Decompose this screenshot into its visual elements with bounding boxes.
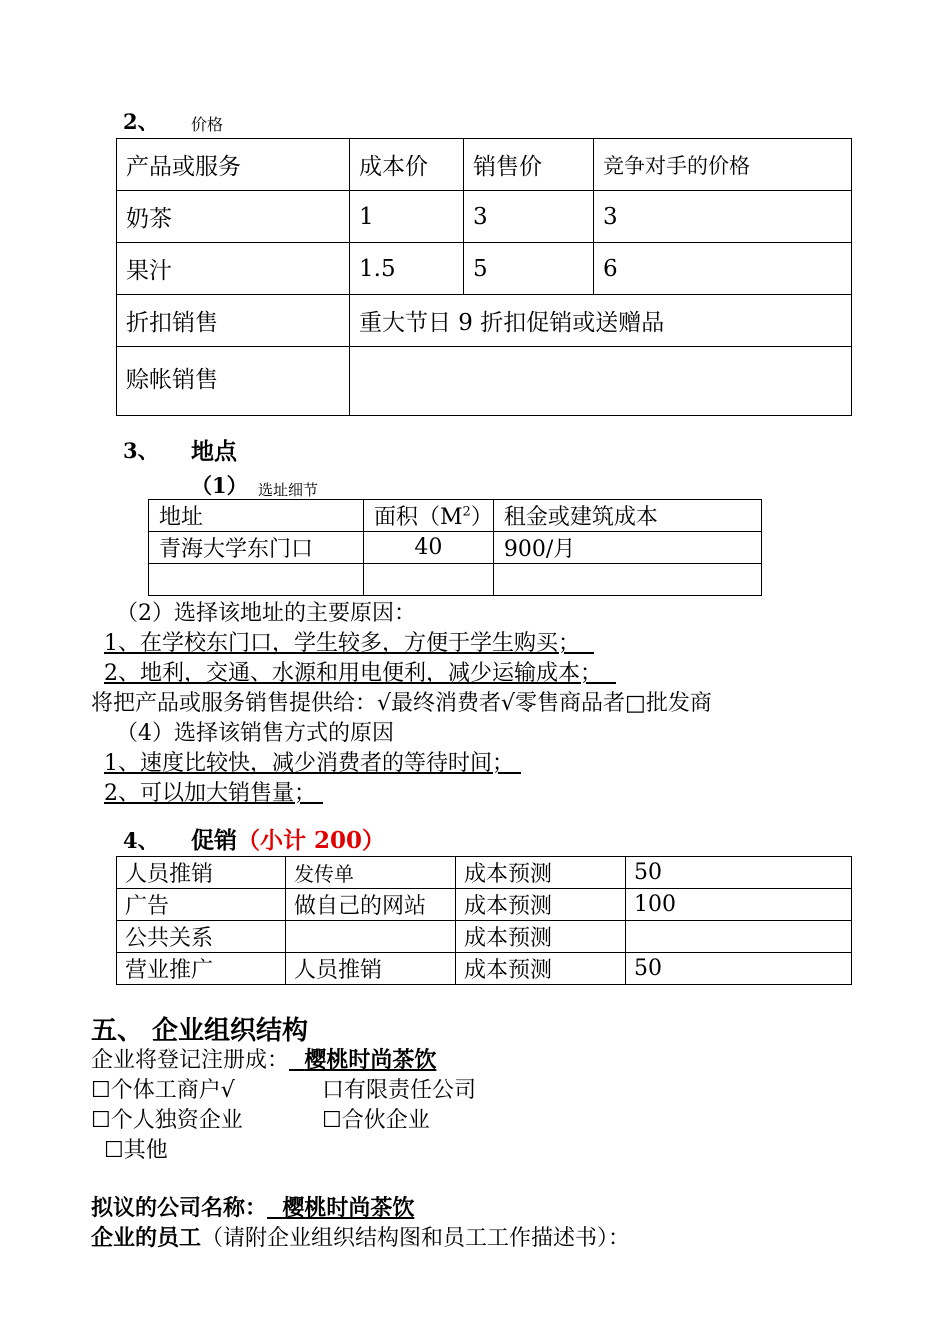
method-line-2: 2、可以加大销售量；: [104, 781, 316, 806]
section2-number: 2、: [123, 109, 159, 134]
section2-title: 价格: [191, 115, 224, 134]
reason-line-2: 2、地利，交通、水源和用电便利，减少运输成本；: [104, 661, 602, 686]
company-name-line: 拟议的公司名称： 樱桃时尚茶饮: [91, 1195, 415, 1221]
table-cell: 3: [594, 191, 852, 243]
table-cell: 成本预测: [456, 889, 626, 921]
price-table: [116, 138, 852, 416]
table-cell: [350, 347, 852, 416]
table-cell: 50: [626, 857, 852, 889]
reasons-heading: （2）选择该地址的主要原因：: [116, 601, 416, 626]
table-cell: 人员推销: [117, 857, 286, 889]
table-header: [364, 500, 494, 532]
table-cell: 做自己的网站: [286, 889, 456, 921]
sell-to-line: 将把产品或服务销售提供给：√最终消费者√零售商品者□批发商: [91, 691, 712, 716]
table-cell: 人员推销: [286, 953, 456, 985]
section3-number: 3、: [123, 438, 159, 463]
promo-table: [116, 856, 852, 985]
table-row: [117, 191, 852, 243]
table-cell: 发传单: [286, 857, 456, 889]
section3-title: 地点: [191, 438, 237, 465]
table-cell: 1: [350, 191, 464, 243]
option-sole-proprietor: ☐个体工商户√: [91, 1078, 235, 1103]
table-cell: 40: [364, 532, 494, 564]
table-cell: 100: [626, 889, 852, 921]
table-cell: 折扣销售: [117, 295, 350, 347]
area-label: 面积（M: [374, 505, 463, 530]
table-cell: 成本预测: [456, 953, 626, 985]
table-cell: 营业推广: [117, 953, 286, 985]
table-cell: 成本预测: [456, 857, 626, 889]
table-cell: 900/月: [493, 532, 761, 564]
area-close: ）: [470, 505, 493, 530]
table-cell: 广告: [117, 889, 286, 921]
table-cell: [364, 564, 494, 596]
table-row: [149, 564, 762, 596]
section5-title: 五、 企业组织结构: [91, 1016, 309, 1046]
table-cell: 重大节日 9 折扣促销或送赠品: [350, 295, 852, 347]
table-header: 产品或服务: [117, 139, 350, 191]
table-cell: 果汁: [117, 243, 350, 295]
table-row: [117, 889, 852, 921]
register-value: 樱桃时尚茶饮: [304, 1047, 437, 1073]
table-cell: 青海大学东门口: [149, 532, 364, 564]
table-cell: 6: [594, 243, 852, 295]
section4-title: 促销（小计 200）: [191, 827, 386, 854]
table-cell: 50: [626, 953, 852, 985]
site-table: [148, 499, 762, 596]
table-row: [149, 532, 762, 564]
table-header: 竞争对手的价格: [594, 139, 852, 191]
option-limited-company: 口有限责任公司: [322, 1078, 477, 1103]
section4-subtotal: （小计 200）: [237, 827, 386, 854]
reason-line-1: 1、在学校东门口，学生较多，方便于学生购买；: [104, 631, 580, 656]
table-header: 租金或建筑成本: [493, 500, 761, 532]
table-cell: 公共关系: [117, 921, 286, 953]
section4-number: 4、: [123, 828, 159, 853]
table-header: 地址: [149, 500, 364, 532]
option-partnership: ☐合伙企业: [322, 1108, 430, 1133]
table-row: [117, 953, 852, 985]
table-row: [117, 243, 852, 295]
staff-line: 企业的员工（请附企业组织结构图和员工工作描述书）：: [91, 1225, 631, 1251]
section3-sub1-title: 选址细节: [258, 481, 319, 499]
table-cell: [626, 921, 852, 953]
table-cell: 奶茶: [117, 191, 350, 243]
method-heading: （4）选择该销售方式的原因: [116, 721, 394, 746]
table-header: 销售价: [464, 139, 594, 191]
table-cell: [286, 921, 456, 953]
table-cell: 3: [464, 191, 594, 243]
option-other: ☐其他: [104, 1138, 168, 1163]
table-row: [117, 347, 852, 416]
table-row: [117, 921, 852, 953]
table-cell: [493, 564, 761, 596]
table-cell: 1.5: [350, 243, 464, 295]
company-name-value: 樱桃时尚茶饮: [282, 1195, 415, 1221]
table-header: 成本价: [350, 139, 464, 191]
area-exponent: 2: [462, 504, 471, 520]
table-cell: [149, 564, 364, 596]
table-cell: 5: [464, 243, 594, 295]
table-row: [117, 295, 852, 347]
table-row: [117, 857, 852, 889]
table-cell: 成本预测: [456, 921, 626, 953]
section3-sub1-number: （1）: [191, 473, 248, 498]
method-line-1: 1、速度比较快，减少消费者的等待时间；: [104, 751, 514, 776]
register-line: 企业将登记注册成： 樱桃时尚茶饮: [91, 1047, 437, 1073]
table-cell: 赊帐销售: [117, 347, 350, 416]
table-row: [117, 139, 852, 191]
option-individual-enterprise: ☐个人独资企业: [91, 1108, 243, 1133]
table-row: [149, 500, 762, 532]
